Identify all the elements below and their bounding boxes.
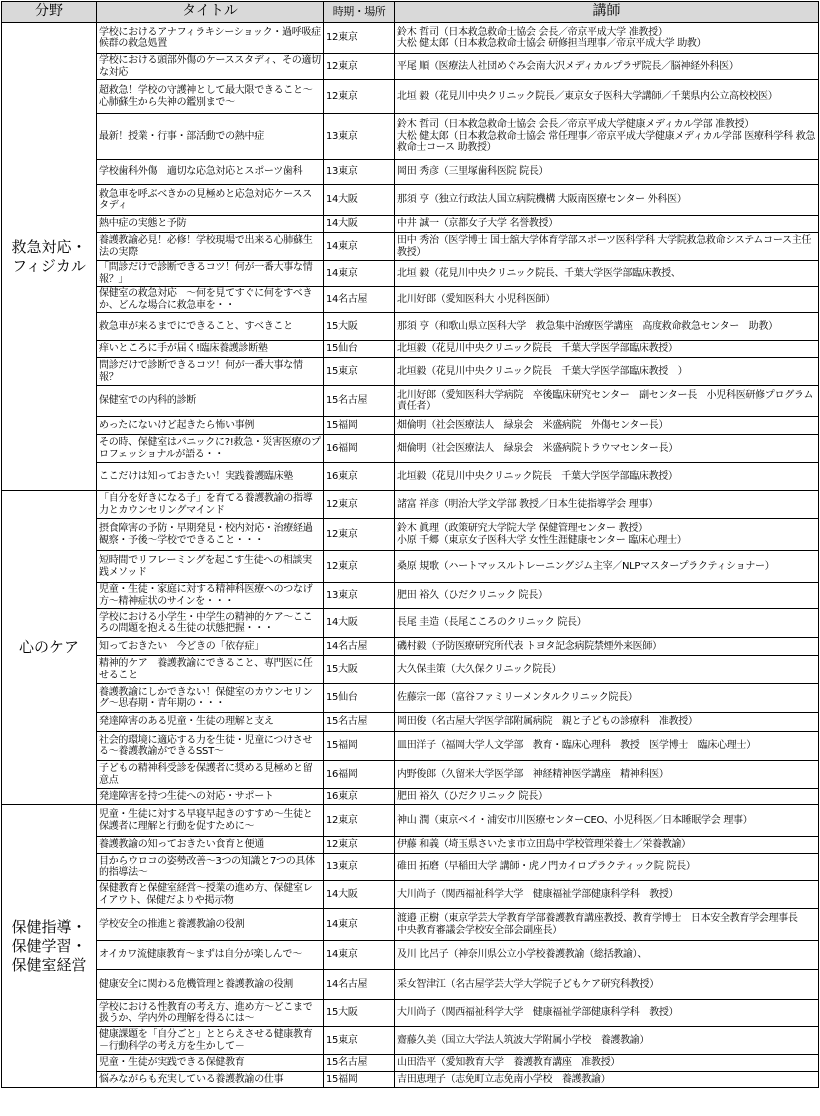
title-cell: めったにないけど起きたら怖い事例 xyxy=(97,417,324,435)
lecturer-cell: 北垣 毅（花見川中央クリニック院長、千葉大学医学部臨床教授、 xyxy=(395,261,819,287)
title-cell: 学校における性教育の考え方、進め方～どこまで扱うか、学内外の理解を得るには～ xyxy=(97,1000,324,1027)
title-cell: 学校における頭部外傷のケーススタディ、その適切な対応 xyxy=(97,54,324,80)
period-cell: 15東京 xyxy=(324,1027,395,1055)
title-cell: 養護教諭にしかできない！保健室のカウンセリング～思春期・青年期の・・・ xyxy=(97,684,324,713)
table-row xyxy=(2,837,819,854)
lecturer-cell: 田中 秀治（医学博士 国士舘大学体育学部スポーツ医科学科 大学院救急救命システムコース主任教授） xyxy=(395,233,819,261)
table-row xyxy=(2,435,819,463)
table-row xyxy=(2,609,819,638)
header-category: 分野 xyxy=(2,2,97,23)
lecturer-cell: 山田浩平（愛知教育大学 養護教育講座 准教授） xyxy=(395,1055,819,1072)
lecturer-cell: 碓田 拓磨（早稲田大学 講師・虎ノ門カイロプラクティック院 院長） xyxy=(395,854,819,881)
table-row xyxy=(2,732,819,761)
title-cell: 最新！授業・行事・部活動での熱中症 xyxy=(97,114,324,160)
table-row xyxy=(2,519,819,551)
category-cell: 保健指導・ 保健学習・ 保健室経営 xyxy=(2,805,97,1088)
category-cell: 救急対応・ フィジカル xyxy=(2,23,97,491)
title-cell: 知っておきたい 今どきの「依存症」 xyxy=(97,638,324,656)
period-cell: 14大阪 xyxy=(324,216,395,233)
table-row xyxy=(2,233,819,261)
title-cell: 悩みながらも充実している養護教諭の仕事 xyxy=(97,1072,324,1088)
table-row xyxy=(2,1000,819,1027)
table-row xyxy=(2,970,819,1000)
period-cell: 13東京 xyxy=(324,160,395,185)
title-cell: 目からウロコの姿勢改善～3つの知識と7つの具体的指導法～ xyxy=(97,854,324,881)
lecturer-cell: 伊藤 和義（埼玉県さいたま市立田島中学校管理栄養士／栄養教諭） xyxy=(395,837,819,854)
table-row xyxy=(2,881,819,909)
table-row xyxy=(2,23,819,54)
lecturer-cell: 大久保圭策（大久保クリニック院長） xyxy=(395,656,819,684)
table-row xyxy=(2,1055,819,1072)
table-row xyxy=(2,160,819,185)
table-row xyxy=(2,805,819,837)
period-cell: 14大阪 xyxy=(324,881,395,909)
lecturer-cell: 及川 比呂子（神奈川県公立小学校養護教諭（総括教諭）、 xyxy=(395,941,819,970)
header-period: 時期・場所 xyxy=(324,2,395,23)
lecturer-cell: 北垣毅（花見川中央クリニック院長 千葉大学医学部臨床教授 ） xyxy=(395,358,819,386)
table-row xyxy=(2,551,819,583)
title-cell: 「自分を好きになる子」を育てる養護教諭の指導力とカウンセリングマインド xyxy=(97,491,324,519)
category-cell: 心のケア xyxy=(2,491,97,805)
table-row xyxy=(2,261,819,287)
title-cell: 痒いところに手が届く!臨床養護診断塾 xyxy=(97,341,324,358)
period-cell: 14東京 xyxy=(324,909,395,941)
lecturer-cell: 北川好郎（愛知医科大 小児科医師） xyxy=(395,287,819,313)
table-row xyxy=(2,80,819,114)
lecturer-cell: 肥田 裕久（ひだクリニック 院長） xyxy=(395,789,819,805)
period-cell: 12東京 xyxy=(324,837,395,854)
table-row xyxy=(2,583,819,609)
lecturer-cell: 北垣毅（花見川中央クリニック院長 千葉大学医学部臨床教授） xyxy=(395,463,819,491)
title-cell: 保健室の救急対応 ～何を見てすぐに何をすべきか、どんな場合に救急車を・・ xyxy=(97,287,324,313)
lecturer-cell: 北川好郎（愛知医科大学病院 卒後臨床研究センター 副センター長 小児科医研修プログラム責任者） xyxy=(395,386,819,417)
period-cell: 13東京 xyxy=(324,854,395,881)
title-cell: 保健教育と保健室経営～授業の進め方、保健室レイアウト、保健だよりや掲示物 xyxy=(97,881,324,909)
lecturer-cell: 岡田 秀彦（三里塚歯科医院 院長） xyxy=(395,160,819,185)
title-cell: ここだけは知っておきたい！実践養護臨床塾 xyxy=(97,463,324,491)
period-cell: 12東京 xyxy=(324,23,395,54)
table-row xyxy=(2,313,819,341)
period-cell: 15大阪 xyxy=(324,1000,395,1027)
period-cell: 12東京 xyxy=(324,805,395,837)
title-cell: 問診だけで診断できるコツ！何が一番大事な情報？ xyxy=(97,358,324,386)
period-cell: 15福岡 xyxy=(324,732,395,761)
period-cell: 12東京 xyxy=(324,519,395,551)
title-cell: 健康課題を「自分ごと」ととらえさせる健康教育－行動科学の考え方を生かして－ xyxy=(97,1027,324,1055)
title-cell: 熱中症の実態と予防 xyxy=(97,216,324,233)
title-cell: 救急車を呼ぶべきかの見極めと応急対応ケーススタディ xyxy=(97,185,324,216)
period-cell: 13東京 xyxy=(324,583,395,609)
table-row xyxy=(2,216,819,233)
period-cell: 14東京 xyxy=(324,233,395,261)
seminar-table xyxy=(1,1,819,1088)
table-row xyxy=(2,638,819,656)
period-cell: 13東京 xyxy=(324,114,395,160)
period-cell: 16福岡 xyxy=(324,761,395,789)
lecturer-cell: 采女智津江（名古屋学芸大学大学院子どもケア研究科教授） xyxy=(395,970,819,1000)
title-cell: 子どもの精神科受診を保護者に奨める見極めと留意点 xyxy=(97,761,324,789)
period-cell: 16福岡 xyxy=(324,435,395,463)
period-cell: 12東京 xyxy=(324,551,395,583)
header-title: タイトル xyxy=(97,2,324,23)
table-row xyxy=(2,287,819,313)
period-cell: 16東京 xyxy=(324,789,395,805)
lecturer-cell: 佐藤宗一郎（富谷ファミリーメンタルクリニック院長） xyxy=(395,684,819,713)
table-row xyxy=(2,789,819,805)
period-cell: 15名古屋 xyxy=(324,386,395,417)
title-cell: 健康安全に関わる危機管理と養護教諭の役割 xyxy=(97,970,324,1000)
table-row xyxy=(2,417,819,435)
title-cell: その時、保健室はパニックに?!救急・災害医療のプロフェッショナルが語る・・ xyxy=(97,435,324,463)
lecturer-cell: 渡邉 正樹（東京学芸大学教育学部養護教育講座教授、教育学博士 日本安全教育学会理事長 中央教育審議会学校安全部会副座長） xyxy=(395,909,819,941)
title-cell: 精神的ケア 養護教諭にできること、専門医に任せること xyxy=(97,656,324,684)
title-cell: 学校歯科外傷 適切な応急対応とスポーツ歯科 xyxy=(97,160,324,185)
period-cell: 14大阪 xyxy=(324,609,395,638)
lecturer-cell: 平尾 順（医療法人社団めぐみ会南大沢メディカルプラザ院長／脳神経外科医） xyxy=(395,54,819,80)
table-row xyxy=(2,684,819,713)
table-row xyxy=(2,1072,819,1088)
title-cell: 短時間でリフレーミングを起こす生徒への相談実践メソッド xyxy=(97,551,324,583)
lecturer-cell: 那須 亨（和歌山県立医科大学 救急集中治療医学講座 高度救命救急センター 助教） xyxy=(395,313,819,341)
header-lecturer: 講師 xyxy=(395,2,819,23)
period-cell: 15名古屋 xyxy=(324,713,395,732)
lecturer-cell: 内野俊郎（久留米大学医学部 神経精神医学講座 精神科医） xyxy=(395,761,819,789)
lecturer-cell: 那須 亨（独立行政法人国立病院機構 大阪南医療センター 外科医） xyxy=(395,185,819,216)
period-cell: 12東京 xyxy=(324,80,395,114)
lecturer-cell: 長尾 圭造（長尾こころのクリニック 院長） xyxy=(395,609,819,638)
title-cell: 児童・生徒が実践できる保健教育 xyxy=(97,1055,324,1072)
title-cell: 超救急！学校の守護神として最大限できること～心肺蘇生から失神の鑑別まで～ xyxy=(97,80,324,114)
table-row xyxy=(2,358,819,386)
title-cell: 学校安全の推進と養護教諭の役割 xyxy=(97,909,324,941)
table-row xyxy=(2,941,819,970)
period-cell: 12東京 xyxy=(324,491,395,519)
title-cell: 学校におけるアナフィラキシーショック・過呼吸症候群の救急処置 xyxy=(97,23,324,54)
period-cell: 14名古屋 xyxy=(324,638,395,656)
table-row xyxy=(2,185,819,216)
table-row xyxy=(2,761,819,789)
table-row xyxy=(2,463,819,491)
period-cell: 15東京 xyxy=(324,358,395,386)
lecturer-cell: 磯村毅（予防医療研究所代表 トヨタ記念病院禁煙外来医師） xyxy=(395,638,819,656)
lecturer-cell: 鈴木 哲司（日本救急救命士協会 会長／帝京平成大学 准教授） 大松 健太郎（日本救急救命士協会 研修担当理事／帝京平成大学 助教） xyxy=(395,23,819,54)
title-cell: 児童・生徒・家庭に対する精神科医療へのつなげ方～精神症状のサインを・・・ xyxy=(97,583,324,609)
lecturer-cell: 鈴木 哲司（日本救急救命士協会 会長／帝京平成大学健康メディカル学部 准教授） 大松 健太郎（日本救急救命士協会 常任理事／帝京平成大学健康メディカル学部 医療科学科 救急救命士コース 助教授） xyxy=(395,114,819,160)
period-cell: 12東京 xyxy=(324,54,395,80)
lecturer-cell: 吉田恵理子（志免町立志免南小学校 養護教諭） xyxy=(395,1072,819,1088)
lecturer-cell: 北垣 毅（花見川中央クリニック院長／東京女子医科大学講師／千葉県内公立高校校医） xyxy=(395,80,819,114)
header-row xyxy=(2,2,819,23)
title-cell: 発達障害を持つ生徒への対応・サポート xyxy=(97,789,324,805)
lecturer-cell: 諸富 祥彦（明治大学文学部 教授／日本生徒指導学会 理事） xyxy=(395,491,819,519)
table-row xyxy=(2,54,819,80)
lecturer-cell: 畑倫明（社会医療法人 緑泉会 米盛病院トラウマセンター長） xyxy=(395,435,819,463)
lecturer-cell: 北垣毅（花見川中央クリニック院長 千葉大学医学部臨床教授） xyxy=(395,341,819,358)
title-cell: 養護教諭の知っておきたい食育と便通 xyxy=(97,837,324,854)
period-cell: 15仙台 xyxy=(324,341,395,358)
period-cell: 15仙台 xyxy=(324,684,395,713)
lecturer-cell: 皿田洋子（福岡大学人文学部 教育・臨床心理科 教授 医学博士 臨床心理士） xyxy=(395,732,819,761)
period-cell: 14名古屋 xyxy=(324,287,395,313)
period-cell: 15福岡 xyxy=(324,417,395,435)
lecturer-cell: 大川尚子（関西福祉科学大学 健康福祉学部健康科学科 教授） xyxy=(395,1000,819,1027)
title-cell: 救急車が来るまでにできること、すべきこと xyxy=(97,313,324,341)
period-cell: 14大阪 xyxy=(324,185,395,216)
lecturer-cell: 中井 誠一（京都女子大学 名誉教授） xyxy=(395,216,819,233)
table-row xyxy=(2,341,819,358)
title-cell: オイカワ流健康教育～まずは自分が楽しんで～ xyxy=(97,941,324,970)
title-cell: 摂食障害の予防・早期発見・校内対応・治療経過観察・予後～学校でできること・・・ xyxy=(97,519,324,551)
title-cell: 「問診だけで診断できるコツ！何が一番大事な情報？」 xyxy=(97,261,324,287)
period-cell: 14名古屋 xyxy=(324,970,395,1000)
table-row xyxy=(2,114,819,160)
lecturer-cell: 齋藤久美（国立大学法人筑波大学附属小学校 養護教諭） xyxy=(395,1027,819,1055)
title-cell: 社会的環境に適応する力を生徒・児童につけさせる～養護教諭ができるSST～ xyxy=(97,732,324,761)
period-cell: 14東京 xyxy=(324,261,395,287)
title-cell: 発達障害のある児童・生徒の理解と支え xyxy=(97,713,324,732)
title-cell: 養護教諭必見！必修！学校現場で出来る心肺蘇生法の実際 xyxy=(97,233,324,261)
period-cell: 15大阪 xyxy=(324,656,395,684)
title-cell: 学校における小学生・中学生の精神的ケア～こころの問題を抱える生徒の状態把握・・・ xyxy=(97,609,324,638)
table-row xyxy=(2,909,819,941)
period-cell: 14東京 xyxy=(324,941,395,970)
table-row xyxy=(2,491,819,519)
period-cell: 15福岡 xyxy=(324,1072,395,1088)
lecturer-cell: 肥田 裕久（ひだクリニック 院長） xyxy=(395,583,819,609)
period-cell: 15大阪 xyxy=(324,313,395,341)
table-row xyxy=(2,1027,819,1055)
lecturer-cell: 岡田俊（名古屋大学医学部附属病院 親と子どもの診療科 准教授） xyxy=(395,713,819,732)
lecturer-cell: 畑倫明（社会医療法人 緑泉会 米盛病院 外傷センター長） xyxy=(395,417,819,435)
table-body xyxy=(2,23,819,1088)
period-cell: 16東京 xyxy=(324,463,395,491)
table-row xyxy=(2,386,819,417)
table-row xyxy=(2,713,819,732)
table-row xyxy=(2,656,819,684)
lecturer-cell: 鈴木 眞理（政策研究大学院大学 保健管理センター 教授） 小原 千郷（東京女子医科大学 女性生涯健康センター 臨床心理士） xyxy=(395,519,819,551)
lecturer-cell: 桑原 規歌（ハートマッスルトレーニングジム主宰／NLPマスタープラクティショナー） xyxy=(395,551,819,583)
title-cell: 児童・生徒に対する早寝早起きのすすめ～生徒と保護者に理解と行動を促すために～ xyxy=(97,805,324,837)
period-cell: 15名古屋 xyxy=(324,1055,395,1072)
lecturer-cell: 神山 潤（東京ベイ・浦安市川医療センターCEO、小児科医／日本睡眠学会 理事） xyxy=(395,805,819,837)
title-cell: 保健室での内科的診断 xyxy=(97,386,324,417)
lecturer-cell: 大川尚子（関西福祉科学大学 健康福祉学部健康科学科 教授） xyxy=(395,881,819,909)
table-row xyxy=(2,854,819,881)
